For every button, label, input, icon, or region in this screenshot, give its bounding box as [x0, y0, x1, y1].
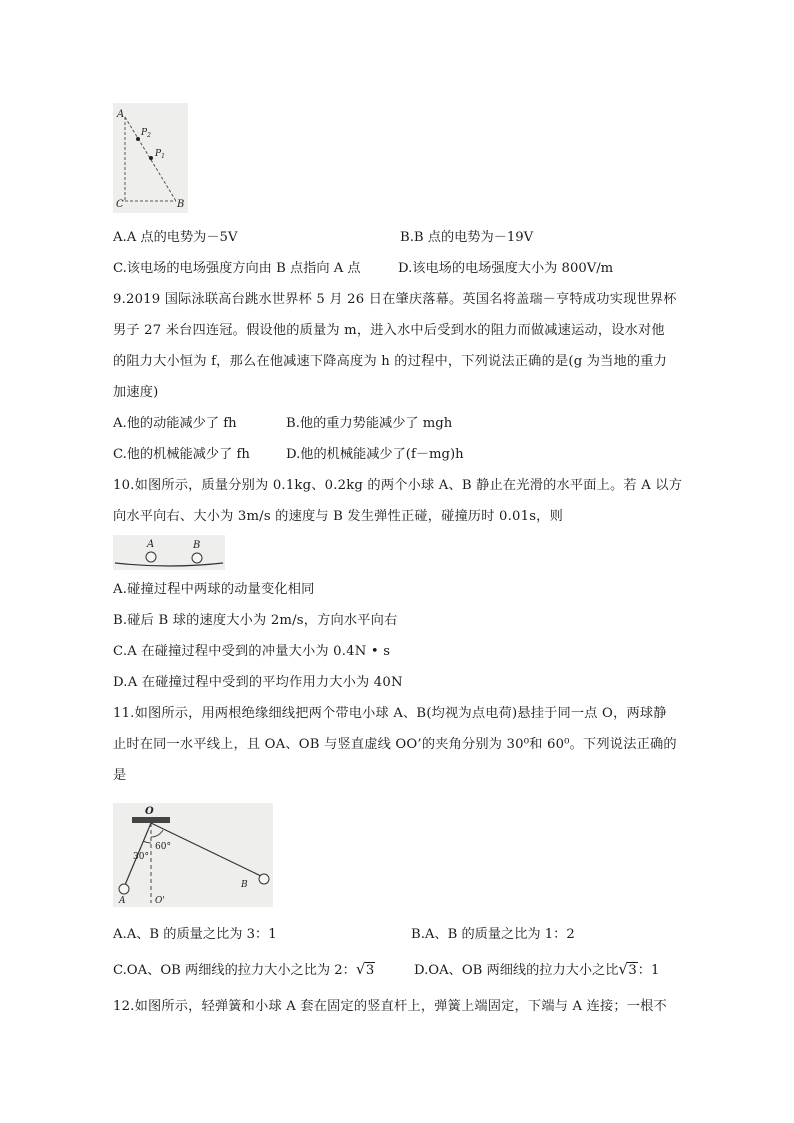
q11-stem-line2: 止时在同一水平线上，且 OA、OB 与竖直虚线 OO’的夹角分别为 30⁰和 60⁰。下列说法正确的	[113, 737, 677, 752]
q9-stem-line4: 加速度)	[113, 385, 159, 400]
sqrt-symbol: √ 3	[355, 960, 375, 978]
q10-option-a: A.碰撞过程中两球的动量变化相同	[113, 582, 315, 597]
label-p2: $P_2$	[141, 128, 151, 139]
q10-option-d: D.A 在碰撞过程中受到的平均作用力大小为 40N	[113, 675, 403, 690]
triangle-figure	[113, 103, 188, 213]
fig-label-a: A	[119, 896, 126, 906]
q11-option-a: A.A、B 的质量之比为 3：1	[113, 927, 277, 942]
q10-stem-line2: 向水平向右、大小为 3m/s 的速度与 B 发生弹性正碰，碰撞历时 0.01s，则	[113, 509, 563, 524]
fig-label-60: 60°	[155, 842, 171, 852]
q9-option-c: C.他的机械能减少了 fh	[113, 447, 250, 462]
q10-option-b: B.碰后 B 球的速度大小为 2m/s，方向水平向右	[113, 613, 398, 628]
label-p1: $P_1$	[155, 149, 165, 160]
q9-option-b: B.他的重力势能减少了 mgh	[286, 416, 453, 431]
fig-label-b: B	[193, 540, 201, 551]
q12-stem-line1: 12.如图所示，轻弹簧和小球 A 套在固定的竖直杆上，弹簧上端固定，下端与 A 连接；一根不	[113, 999, 667, 1014]
q11-stem-line1: 11.如图所示，用两根绝缘细线把两个带电小球 A、B(均视为点电荷)悬挂于同一点 O，两球静	[113, 706, 667, 721]
pendulum-figure	[113, 803, 273, 907]
label-a: A	[117, 109, 125, 120]
q9-option-a: A.他的动能减少了 fh	[113, 416, 237, 431]
q9-stem-line1: 9.2019 国际泳联高台跳水世界杯 5 月 26 日在肇庆落幕。英国名将盖瑞－亨特成功实现世界杯	[113, 292, 677, 307]
fig-label-a: A	[147, 539, 155, 550]
q11-option-b: B.A、B 的质量之比为 1：2	[411, 927, 575, 942]
q11-option-c-text: C.OA、OB 两细线的拉力大小之比为 2：	[113, 963, 356, 978]
q9-stem-line2: 男子 27 米台四连冠。假设他的质量为 m，进入水中后受到水的阻力而做减速运动，设水对他	[113, 323, 665, 338]
sqrt-symbol: √ 3	[618, 960, 637, 978]
q9-stem-line3: 的阻力大小恒为 f，那么在他减速下降高度为 h 的过程中，下列说法正确的是(g 为当地的重力	[113, 354, 668, 369]
fig-label-30: 30°	[133, 852, 149, 862]
q10-option-c: C.A 在碰撞过程中受到的冲量大小为 0.4N • s	[113, 644, 391, 659]
q11-option-c	[113, 962, 375, 980]
q11-stem-line3: 是	[113, 768, 127, 783]
q8-option-d: D.该电场的电场强度大小为 800V/m	[398, 261, 614, 276]
two-balls-figure	[113, 535, 225, 570]
label-b: B	[177, 199, 185, 210]
fig-label-o-prime: O'	[155, 896, 165, 906]
q11-option-d-text: D.OA、OB 两细线的拉力大小之比	[414, 963, 619, 978]
q9-option-d: D.他的机械能减少了(f－mg)h	[286, 447, 464, 462]
q10-stem-line1: 10.如图所示，质量分别为 0.1kg、0.2kg 的两个小球 A、B 静止在光滑的水平面上。若 A 以方	[113, 478, 683, 493]
q11-option-d-tail: ：1	[637, 963, 660, 978]
label-c: C	[116, 199, 124, 210]
fig-label-b: B	[241, 880, 248, 890]
q8-option-b: B.B 点的电势为－19V	[400, 230, 534, 245]
q8-option-c: C.该电场的电场强度方向由 B 点指向 A 点	[113, 261, 361, 276]
fig-label-o: O	[145, 806, 154, 817]
q8-option-a: A.A 点的电势为－5V	[113, 230, 238, 245]
q11-option-d	[414, 962, 659, 980]
